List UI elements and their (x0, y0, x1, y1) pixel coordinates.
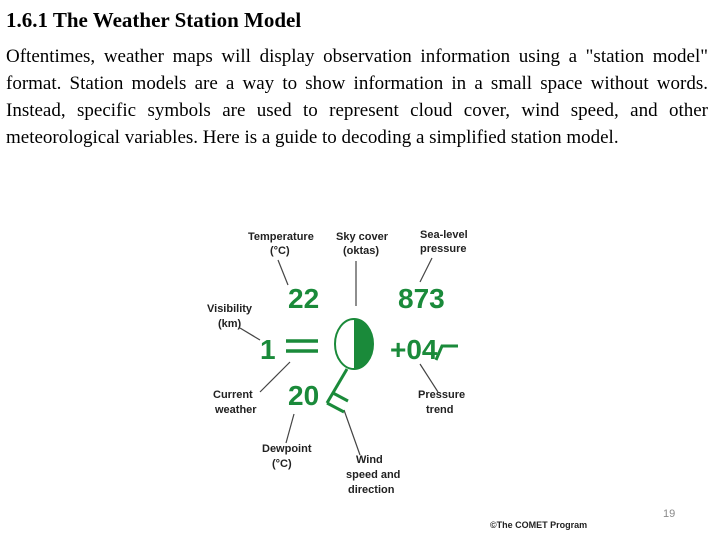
pressure-trend-symbol (436, 346, 458, 360)
intro-paragraph: Oftentimes, weather maps will display observation information using a "station model" format. Station models are a way to show information in a small space without words. Instead, specific symbols are used to represent cloud cover, wind speed, and other meteorological variables. Here is a guide to decoding a simplified station model. (6, 46, 708, 148)
sea-level-pressure-label: Sea-level pressure (420, 229, 468, 255)
pressure-trend-leader (420, 364, 438, 392)
temperature-label: Temperature (°C) (248, 231, 314, 257)
dewpoint-leader (286, 414, 294, 443)
page-title: 1.6.1 The Weather Station Model (6, 8, 302, 32)
temperature-value: 22 (288, 283, 320, 314)
visibility-label: Visibility (km) (207, 303, 253, 330)
wind-label: Wind speed and direction (346, 454, 401, 496)
current-weather-leader (260, 362, 290, 392)
fog-symbol (286, 341, 318, 351)
current-weather-label: Current weather (213, 389, 257, 416)
pressure-leader (420, 258, 432, 282)
comet-credit: ©The COMET Program (490, 520, 588, 530)
dewpoint-label: Dewpoint (°C) (262, 443, 312, 470)
wind-leader (344, 410, 360, 455)
page-number: 19 (663, 508, 676, 520)
pressure-value: 873 (398, 283, 445, 314)
visibility-leader (240, 328, 260, 340)
pressure-trend-label: Pressure trend (418, 389, 466, 416)
pressure-trend-value: +04 (390, 334, 438, 365)
sky-cover-label: Sky cover (oktas) (336, 231, 388, 257)
temperature-leader (278, 260, 288, 285)
dewpoint-value: 20 (288, 380, 320, 411)
sky-cover-circle (335, 319, 373, 369)
visibility-value: 1 (260, 334, 276, 365)
wind-barb (327, 369, 348, 412)
